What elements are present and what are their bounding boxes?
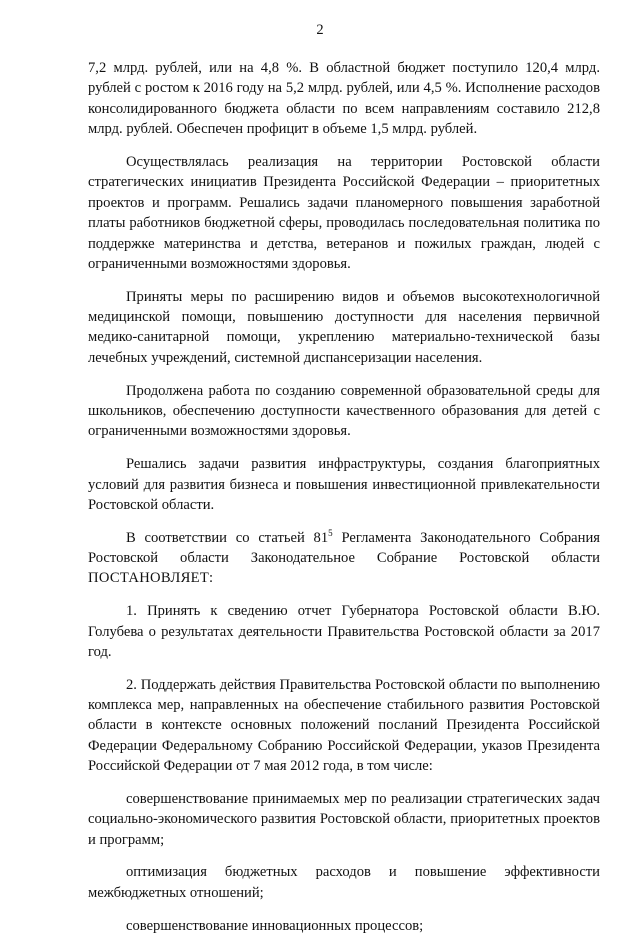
paragraph-legal-basis bbox=[88, 528, 600, 589]
paragraph-item-2: 2. Поддержать действия Правительства Ростовской области по выполнению комплекса мер, направленных на обеспечение стабильного развития Ростовской области в контексте основных положений посланий Президента Российской Федерации Федеральному Собранию Российской Федерации, указов Президента Российской Федерации от 7 мая 2012 года, в том числе: bbox=[88, 676, 600, 775]
paragraph-medical-care: Приняты меры по расширению видов и объемов высокотехнологичной медицинской помощи, повышению доступности для населения первичной медико-санитарной помощи, укреплению материально-технической базы лечебных учреждений, системной диспансеризации населения. bbox=[88, 288, 600, 366]
legal-basis-text-end: Регламента Законодательного Собрания Ростовской области Законодательное Собрание Ростовской области bbox=[88, 529, 600, 567]
paragraph-infrastructure: Решались задачи развития инфраструктуры, создания благоприятных условий для развития бизнеса и повышения инвестиционной привлекательности Ростовской области. bbox=[88, 456, 600, 513]
page-number: 2 bbox=[316, 22, 324, 38]
decree-word: ПОСТАНОВЛЯЕТ: bbox=[88, 570, 214, 587]
legal-basis-text-start: В соответствии со статьей 81 bbox=[126, 529, 329, 546]
document-body bbox=[88, 58, 600, 948]
article-superscript: 5 bbox=[328, 527, 333, 538]
paragraph-item-2-sub-2: оптимизация бюджетных расходов и повышение эффективности межбюджетных отношений; bbox=[88, 864, 600, 901]
paragraph-strategic-initiatives: Осуществлялась реализация на территории Ростовской области стратегических инициатив Президента Российской Федерации – приоритетных проектов и программ. Решались задачи планомерного повышения заработной платы работников бюджетной сферы, проводилась последовательная политика по поддержке материнства и детства, ветеранов и пожилых граждан, людей с ограниченными возможностями здоровья. bbox=[88, 153, 600, 272]
paragraph-budget-results: 7,2 млрд. рублей, или на 4,8 %. В областной бюджет поступило 120,4 млрд. рублей с ростом к 2016 году на 5,2 млрд. рублей, или 4,5 %. Исполнение расходов консолидированного бюджета области по всем направлениям составило 212,8 млрд. рублей. Обеспечен профицит в объеме 1,5 млрд. рублей. bbox=[88, 60, 600, 138]
paragraph-education: Продолжена работа по созданию современной образовательной среды для школьников, обеспечению доступности качественного образования для детей с ограниченными возможностями здоровья. bbox=[88, 382, 600, 440]
paragraph-item-2-sub-3: совершенствование инновационных процессов; bbox=[126, 917, 424, 934]
paragraph-item-1: 1. Принять к сведению отчет Губернатора Ростовской области В.Ю. Голубева о результатах деятельности Правительства Ростовской области за 2017 год. bbox=[88, 603, 600, 660]
paragraph-item-2-sub-1: совершенствование принимаемых мер по реализации стратегических задач социально-экономического развития Ростовской области, приоритетных проектов и программ; bbox=[88, 790, 600, 848]
